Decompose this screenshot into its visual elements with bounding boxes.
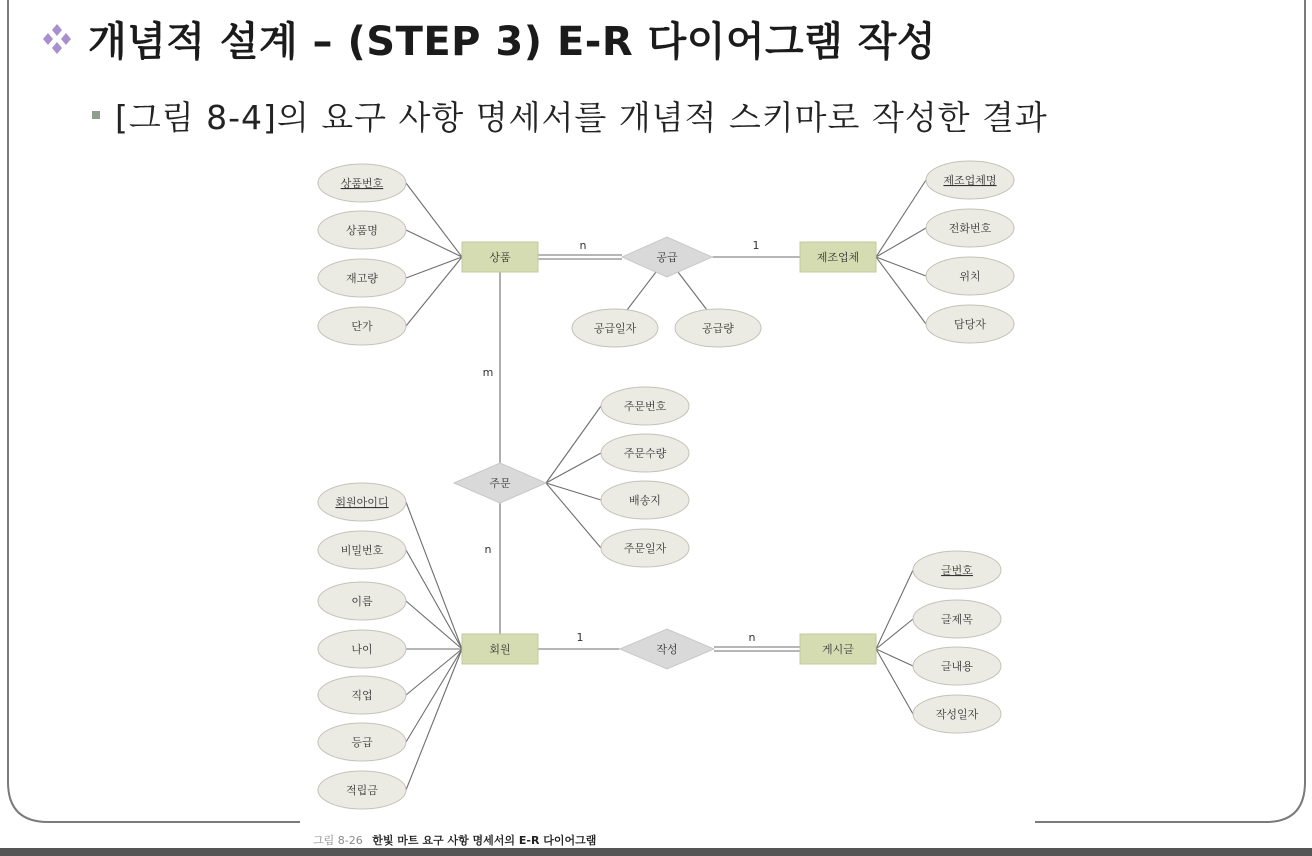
- attribute: [601, 481, 689, 519]
- attribute: [926, 305, 1014, 343]
- relationship-label: 작성: [656, 643, 678, 656]
- cardinality-supply-product: n: [579, 239, 587, 252]
- attribute-label: 위치: [959, 270, 981, 283]
- attribute: [318, 211, 406, 249]
- attribute-label: 등급: [351, 736, 373, 749]
- attribute: [318, 307, 406, 345]
- attribute-label: 글번호: [941, 564, 973, 577]
- attribute-label: 회원아이디: [335, 496, 389, 509]
- diamond-bullet-icon: [43, 24, 71, 54]
- entity-label: 게시글: [822, 643, 854, 656]
- attribute-label: 이름: [351, 595, 373, 608]
- attribute-label: 주문일자: [623, 542, 667, 555]
- attribute: [318, 771, 406, 809]
- attribute: [601, 387, 689, 425]
- attribute: [926, 161, 1014, 199]
- attribute-label: 재고량: [346, 272, 378, 285]
- attribute-label: 상품번호: [340, 177, 384, 190]
- relationship-label: 주문: [489, 477, 511, 490]
- attribute-label: 공급일자: [593, 322, 637, 335]
- cardinality-order-product: m: [482, 366, 494, 379]
- cardinality-supply-manufacturer: 1: [752, 239, 760, 252]
- square-bullet-icon: [92, 111, 100, 119]
- cardinality-write-member: 1: [576, 631, 584, 644]
- attribute: [318, 531, 406, 569]
- attribute: [926, 257, 1014, 295]
- figure-caption-number: 그림 8-26: [313, 834, 363, 847]
- bullet-text: [그림 8-4]의 요구 사항 명세서를 개념적 스키마로 작성한 결과: [115, 98, 1048, 137]
- attribute-label: 직업: [351, 689, 373, 702]
- attribute: [913, 551, 1001, 589]
- attribute-label: 나이: [351, 643, 373, 656]
- relationship-label: 공급: [656, 251, 678, 264]
- attribute-label: 단가: [351, 320, 373, 333]
- cardinality-order-member: n: [484, 543, 492, 556]
- attribute-label: 주문수량: [623, 447, 667, 460]
- attribute-label: 담당자: [954, 318, 986, 331]
- slide-title: 개념적 설계 – (STEP 3) E-R 다이어그램 작성: [88, 19, 937, 65]
- entity-post: [800, 634, 876, 664]
- entity-manufacturer: [800, 242, 876, 272]
- attribute: [318, 723, 406, 761]
- attribute-label: 글제목: [941, 613, 973, 626]
- attribute-label: 제조업체명: [943, 174, 997, 187]
- attribute-label: 공급량: [702, 322, 734, 335]
- attribute-label: 적립금: [346, 784, 378, 797]
- attribute: [913, 647, 1001, 685]
- attribute-label: 배송지: [629, 494, 661, 507]
- attribute-label: 글내용: [941, 660, 973, 673]
- attribute: [318, 676, 406, 714]
- attribute: [601, 529, 689, 567]
- attribute: [318, 483, 406, 521]
- attribute-label: 주문번호: [623, 400, 667, 413]
- figure-caption: [313, 833, 596, 847]
- entity-label: 제조업체: [816, 251, 860, 264]
- attribute: [318, 164, 406, 202]
- figure-caption-text: 한빛 마트 요구 사항 명세서의 E-R 다이어그램: [372, 834, 597, 847]
- entity-label: 상품: [489, 251, 511, 264]
- bottom-bar: [0, 848, 1312, 856]
- attribute-label: 전화번호: [948, 222, 992, 235]
- attribute: [601, 434, 689, 472]
- attribute: [913, 695, 1001, 733]
- entity-product: [462, 242, 538, 272]
- cardinality-write-post: n: [748, 631, 756, 644]
- attribute: [318, 630, 406, 668]
- attribute: [913, 600, 1001, 638]
- attribute-label: 비밀번호: [340, 544, 384, 557]
- entity-member: [462, 634, 538, 664]
- attribute: [926, 209, 1014, 247]
- attribute: [318, 259, 406, 297]
- attribute: [318, 582, 406, 620]
- entity-label: 회원: [489, 643, 511, 656]
- attribute: [675, 309, 761, 347]
- attribute-label: 상품명: [346, 224, 378, 237]
- attribute-label: 작성일자: [935, 708, 979, 721]
- attribute: [572, 309, 658, 347]
